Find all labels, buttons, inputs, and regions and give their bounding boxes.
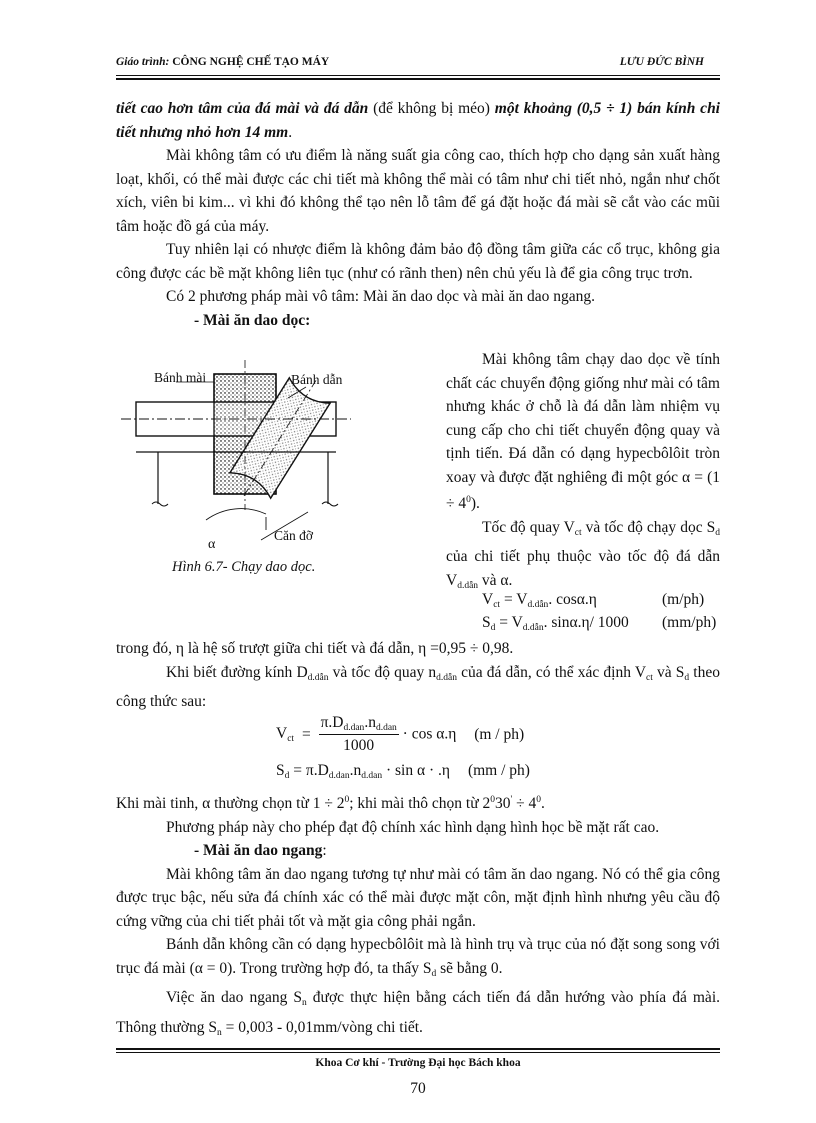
right-paragraph-1: Mài không tâm chạy dao dọc về tính chất các chuyển động giống như mài có tâm nhưng khác ở chỗ là đá dẫn làm nhiệm vụ cung cấp cho chi tiết chuyển động quay và tịnh tiến. Đá dẫn có dạng hypecbôlôit tròn xoay và được đặt nghiêng đi một góc $\alpha = (1 \div 4^0)$. [446,351,720,512]
header-rule-thin [116,75,720,76]
figure-longitudinal-feed [116,352,356,582]
heading-ngang: - Mài ăn dao ngang: [194,842,327,859]
formula-vct: $V_{ct}$ = $\frac{\pi.D_{d.dan}.n_{d.dan}}{1000}$ · cos α.η (m / ph) [276,714,525,754]
header-prefix: Giáo trình: [116,56,170,68]
page-number: 70 [410,1080,426,1097]
top-text [116,97,720,332]
equation-vct: $V_{ct} = V_{d.dẫn}$. cosα.η [482,591,597,610]
page-header [116,56,708,72]
footer-rule-thin [116,1052,720,1053]
methods-paragraph: Có 2 phương pháp mài vô tâm: Mài ăn dao dọc và mài ăn dao ngang. [166,288,595,305]
intro-paragraph [116,97,720,144]
figure-caption: Hình 6.7- Chạy dao dọc. [172,559,316,575]
header-course-title: CÔNG NGHỆ CHẾ TẠO MÁY [172,56,330,68]
equation-sd-unit: (mm/ph) [662,614,717,631]
angle-arc [206,509,266,520]
header-rule-thick [116,78,720,80]
ngang-paragraph-2: Bánh dẫn không cần có dạng hypecbôlôit mà là hình trụ và trục của nó đặt song song với trục đá mài (α = 0). Trong trường hợp đó, ta thấy $S_d$ sẽ bằng 0. [116,936,720,979]
heading-doc: - Mài ăn dao dọc: [194,311,311,329]
figure-drawing [116,352,356,562]
equation-sd: $S_d = V_{d.dẫn}$. sinα.η/ 1000 [482,614,629,633]
disadvantage-paragraph: Tuy nhiên lại có nhược điểm là không đảm bảo độ đồng tâm giữa các cổ trục, không gia công được các bề mặt không liên tục (như có rãnh then) nên chủ yếu là để gia công trục trơn. [116,241,720,282]
formula-sd: $S_d = \pi.D_{d.dan}.n_{d.dan} \cdot \sin \alpha \cdot .\eta$ (mm / ph) [276,762,530,781]
label-guide-wheel: Bánh dẫn [291,372,343,387]
know-paragraph: Khi biết đường kính $D_{d.dẫn}$ và tốc độ quay $n_{d.dẫn}$ của đá dẫn, có thể xác định $V_{ct}$ và $S_d$ theo công thức sau: [116,663,720,710]
header-author: LƯU ĐỨC BÌNH [619,56,704,68]
where-paragraph: trong đó, η là hệ số trượt giữa chi tiết và đá dẫn, η =0,95 ÷ 0,98. [116,640,514,657]
finish-paragraph: Khi mài tinh, α thường chọn từ $1 \div 2^0$; khi mài thô chọn từ $2^030' \div 4^0$. [116,795,545,812]
equation-vct-unit: (m/ph) [662,591,705,608]
footer-rule-thick [116,1048,720,1050]
intro-bold-2: một khoảng (0,5 ÷ 1) bán kính chi tiết nhưng nhỏ hơn 14 mm [116,100,720,141]
ngang-paragraph-1: Mài không tâm ăn dao ngang tương tự như mài có tâm ăn dao ngang. Nó có thể gia công được trục bậc, nếu sửa đá chính xác có thể mài được mặt côn, mặt định hình nhưng yêu cầu độ cứng vững của chi tiết phải tốt và mặt gia công phải ngắn. [116,865,720,930]
formula-fraction: $\frac{\pi.D_{d.dan}.n_{d.dan}}{1000}$ [320,714,397,754]
intro-end: . [288,123,293,141]
ngang-paragraph-3: Việc ăn dao ngang $S_n$ được thực hiện bằng cách tiến đá dẫn hướng vào phía đá mài. Thông thường $S_n = 0,003$ - 0,01mm/vòng chi tiết. [116,989,720,1038]
precision-paragraph: Phương pháp này cho phép đạt độ chính xác hình dạng hình học bề mặt rất cao. [166,818,660,836]
intro-bold-1: tiết cao hơn tâm của đá mài và đá dẫn [116,100,369,117]
lower-text [116,789,720,1045]
middle-text [116,637,720,714]
label-rest-blade: Căn đỡ [274,528,314,543]
advantage-paragraph: Mài không tâm có ưu điểm là năng suất gia công cao, thích hợp cho dạng sản xuất hàng loạt, khối, có thể mài được các chi tiết mà không thể mài có tâm như chi tiết nhỏ, ngắn như chốt xích, viên bi kim... vì khi đó không thể tạo nên lỗ tâm để gá đặt hoặc đá mài sẽ cắt vào các mũi tâm hoặc đồ gá của máy. [116,147,720,235]
intro-normal: (để không bị méo) [368,100,495,117]
label-alpha: α [208,537,216,552]
page-footer: Khoa Cơ khí - Trường Đại học Bách khoa [315,1057,521,1069]
right-paragraph-2: Tốc độ quay $V_{ct}$ và tốc độ chạy dọc $S_d$ của chi tiết phụ thuộc vào tốc độ đá dẫn $V_{d.dẫn}$ và α. [446,518,720,591]
label-grinding-wheel: Bánh mài [154,370,207,385]
right-column-text [446,348,720,598]
header-course [116,56,329,68]
